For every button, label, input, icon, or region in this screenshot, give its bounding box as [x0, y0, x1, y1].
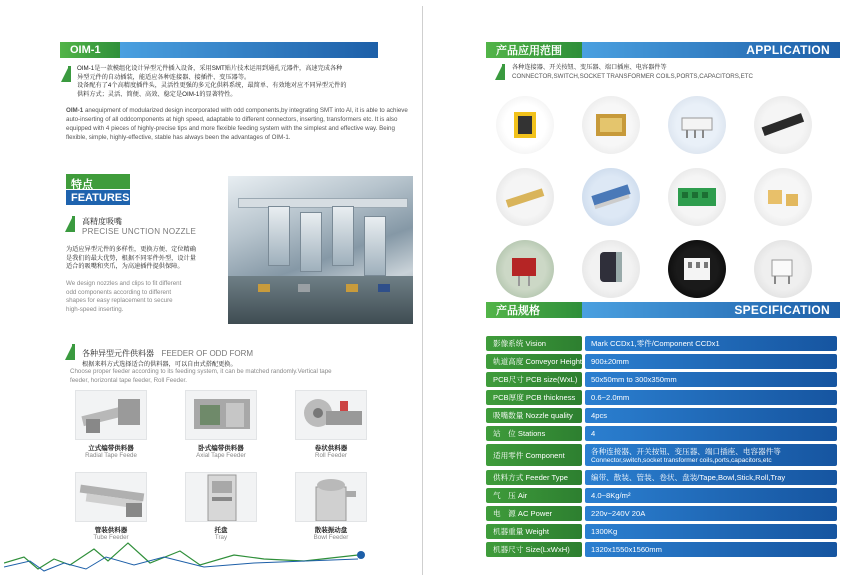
component-image-electrolytic: [582, 240, 640, 298]
spec-value: [585, 390, 837, 405]
logo-mark-icon: [66, 216, 76, 232]
feeder-tray: [176, 472, 266, 541]
application-bar: [486, 42, 840, 58]
feeder-en: Radial Tape Feede: [85, 452, 137, 459]
feeder-en-line-2: feeder, horizontal tape feeder, Roll Feeder.: [70, 376, 187, 384]
oim-title: OIM-1: [60, 42, 120, 58]
spec-value-text: 50x50mm to 300x350mm: [591, 375, 677, 384]
application-en: CONNECTOR,SWITCH,SOCKET TRANSFORMER COILS,PORTS,CAPACITORS,ETC: [512, 72, 753, 80]
tray-feeder-image: [185, 472, 257, 522]
spec-value-text: 0.6~2.0mm: [591, 393, 630, 402]
spec-row: [486, 336, 837, 351]
spec-row: [486, 354, 837, 369]
feeder-axial-tape: [176, 390, 266, 459]
application-title-cn: 产品应用范围: [486, 42, 582, 58]
specification-bar: [486, 302, 840, 318]
spec-value: [585, 426, 837, 441]
component-image-transformer: [496, 96, 554, 154]
logo-mark-icon: [66, 344, 76, 360]
spec-key: 电 源 AC Power: [486, 506, 582, 521]
intro-cn-line-2: 异型元件的自动插装，能适应各种连接器、接插件、变压器等。: [77, 73, 251, 81]
logo-mark-icon: [496, 64, 506, 80]
feeder-en: Bowl Feeder: [313, 534, 349, 541]
spec-row: [486, 390, 837, 405]
application-cn: 各种连接器、开关按钮、变压器、端口插座、电容器件等: [512, 64, 667, 71]
axial-tape-feeder-image: [185, 390, 257, 440]
spec-value-text: 900±20mm: [591, 357, 629, 366]
nozzle-title-en: PRECISE UNCTION NOZZLE: [82, 227, 197, 236]
intro-en-text: anequipment of modularized design incorporated with odd components,by integrating SMT into AI, it is able to achieve auto-inserting of all oddcomponents at high speed, adaptable to different connectors, inserting, transformers etc. It is also equipped with 4 pieces of highly-precise tips and more flexible feeding system with the simplest and effective way. Being flexible, simple, highly-effective, stable has always been the advantages of OIM-1.: [66, 107, 408, 141]
spec-value: [585, 506, 837, 521]
component-image-header: [754, 96, 812, 154]
spec-value: [585, 372, 837, 387]
feeder-en: Axial Tape Feeder: [196, 452, 246, 459]
spec-value-text: 1300Kg: [591, 527, 618, 536]
component-image-coil: [582, 96, 640, 154]
features-en: FEATURES: [66, 190, 130, 205]
spec-key: 影像系统 Vision: [486, 336, 582, 351]
nozzle-en: [66, 280, 226, 314]
spec-key: PCB尺寸 PCB size(WxL): [486, 372, 582, 387]
nozzle-cn-line-2: 是我们的最大优势，根据不同零件外型，设计量: [66, 254, 196, 262]
feeder-radial-tape: [66, 390, 156, 459]
feeder-en: Tube Feeder: [93, 534, 129, 541]
specification-title-cn: 产品规格: [486, 302, 582, 318]
component-image-red-capacitor: [496, 240, 554, 298]
feeder-cn: 管装供料器: [94, 527, 128, 534]
spec-key: 机器尺寸 Size(LxWxH): [486, 542, 582, 557]
specification-title-en: SPECIFICATION: [582, 302, 840, 318]
logo-mark-icon: [62, 66, 72, 82]
spec-key: 气 压 Air: [486, 488, 582, 503]
spec-value: [585, 336, 837, 351]
intro-en-name: OIM-1: [66, 107, 84, 114]
spec-value-text: 1320x1550x1560mm: [591, 545, 662, 554]
radial-tape-feeder-image: [75, 390, 147, 440]
spec-row: [486, 488, 837, 503]
spec-key: PCB厚度 PCB thickness: [486, 390, 582, 405]
spec-value-text: 各种连接器、开关按钮、变压器、端口插座、电容器件等: [591, 447, 781, 456]
intro-cn-line-4: 供料方式；灵活、简便、高效、稳定是OIM-1的显著特性。: [77, 90, 237, 98]
component-image-strip: [582, 168, 640, 226]
features-cn: 特点: [66, 174, 130, 189]
spec-key: 站 位 Stations: [486, 426, 582, 441]
spec-key: 供料方式 Feeder Type: [486, 470, 582, 485]
spec-row: [486, 542, 837, 557]
intro-cn-line-1: OIM-1是一款模组化设计异型元件插入设备，采用SMT贴片技术运用到通孔元器件，高速完成各种: [77, 65, 343, 72]
feeder-cn: 托盘: [214, 527, 228, 534]
nozzle-en-line-2: odd components according to different: [66, 288, 172, 296]
application-text: [512, 64, 753, 80]
spec-row: [486, 524, 837, 539]
spec-row: [486, 506, 837, 521]
spec-value-text: 编带、散装、管装、卷状、盘装/Tape,Bowl,Stick,Roll,Tray: [591, 473, 786, 482]
spec-key: 轨道高度 Conveyor Height: [486, 354, 582, 369]
spec-value-text: 220v~240V 20A: [591, 509, 646, 518]
spec-value: [585, 408, 837, 423]
oim-title-bar: [60, 42, 378, 58]
nozzle-en-line-3: shapes for easy replacement to secure: [66, 297, 173, 305]
spec-value: [585, 354, 837, 369]
application-title-en: APPLICATION: [582, 42, 840, 58]
nozzle-en-line-1: We design nozzles and clips to fit different: [66, 280, 182, 287]
component-image-terminal-block: [668, 168, 726, 226]
feeder-en: [70, 368, 410, 385]
nozzle-cn-line-3: 适合的吸嘴和夹爪，为高速插件提供保障。: [66, 263, 184, 270]
spec-key: 适用零件 Component: [486, 444, 582, 466]
feeder-en: Roll Feeder: [315, 452, 347, 459]
nozzle-en-line-4: high-speed inserting.: [66, 305, 124, 313]
feeder-title-en: FEEDER OF ODD FORM: [161, 349, 254, 358]
intro-en: [66, 106, 416, 142]
spec-key: 吸嘴数量 Nozzle quality: [486, 408, 582, 423]
intro-cn-line-3: 设备配有了4个高精度插件头，灵活性更强的多元化供料系统，最简单、有效地对应不同异型元件的: [77, 82, 347, 89]
feeder-bowl: [286, 472, 376, 541]
tube-feeder-image: [75, 472, 147, 522]
spec-value-text: 4.0~8Kg/m²: [591, 491, 631, 500]
spec-value: [585, 542, 837, 557]
spec-row: [486, 408, 837, 423]
component-image-capacitor: [754, 168, 812, 226]
feeder-cn: 立式编带供料器: [88, 445, 134, 452]
feeder-cn: 散装振动盘: [314, 527, 348, 534]
feeder-tube: [66, 472, 156, 541]
spec-value: [585, 444, 837, 466]
nozzle-cn-line-1: 为适应异型元件的多样性，更换方便、定位精确: [66, 246, 196, 253]
component-image-white-connector: [668, 240, 726, 298]
spec-value-text-2: Connector,switch,socket transformer coils,ports,capacitors,etc: [591, 457, 772, 464]
feeder-cn: 卧式编带供料器: [198, 445, 244, 452]
feeder-sub-cn: 根据来料方式选择适合的供料器，可以自由式搭配更换。: [82, 361, 237, 368]
spec-row: [486, 470, 837, 485]
feeder-title-cn: 各种异型元件供料器: [82, 349, 154, 358]
component-image-connector: [668, 96, 726, 154]
component-image-socket: [496, 168, 554, 226]
features-tag: [66, 174, 130, 205]
feeder-cn: 卷状供料器: [314, 445, 348, 452]
spec-row: [486, 444, 837, 466]
nozzle-title-cn: 高精度吸嘴: [82, 217, 122, 226]
nozzle-cn: [66, 246, 226, 272]
left-page: [4, 6, 423, 575]
machine-photo: [228, 176, 413, 324]
spec-value: [585, 524, 837, 539]
right-page: [428, 6, 846, 575]
bowl-feeder-image: [295, 472, 367, 522]
spec-value: [585, 470, 837, 485]
feeder-heading: [82, 343, 382, 370]
nozzle-heading: [82, 216, 222, 236]
decorative-wave: [4, 535, 423, 575]
roll-feeder-image: [295, 390, 367, 440]
spec-row: [486, 426, 837, 441]
feeder-en-line-1: Choose proper feeder according to its feeding system, it can be matched randomly.Vertical tape: [70, 368, 332, 375]
feeder-roll: [286, 390, 376, 459]
spec-value-text: Mark CCDx1,零件/Component CCDx1: [591, 339, 720, 348]
spec-key: 机器重量 Weight: [486, 524, 582, 539]
component-image-switch: [754, 240, 812, 298]
spec-value-text: 4pcs: [591, 411, 608, 420]
spec-row: [486, 372, 837, 387]
spec-value-text: 4: [591, 429, 596, 438]
feeder-en: Tray: [214, 534, 228, 541]
intro-cn: [77, 65, 417, 99]
spec-value: [585, 488, 837, 503]
oim-title-bar-blue: [120, 42, 378, 58]
